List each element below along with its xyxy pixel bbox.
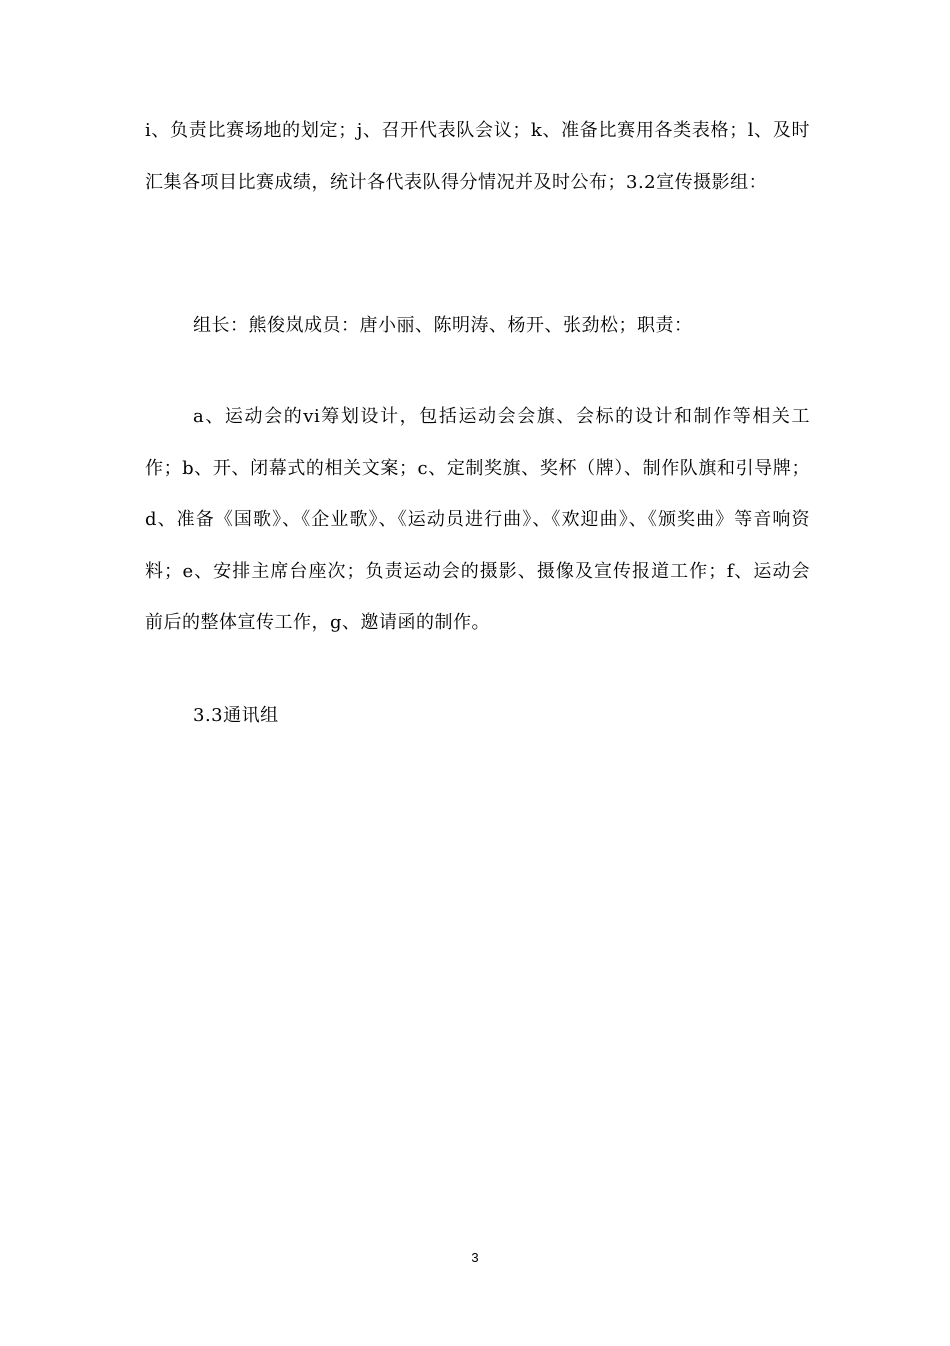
paragraph-competition-duties: i、负责比赛场地的划定；j、召开代表队会议；k、准备比赛用各类表格；l、及时汇集各项目比赛成绩，统计各代表队得分情况并及时公布；3.2宣传摄影组： xyxy=(145,120,810,193)
section-heading-communications: 3.3通讯组 xyxy=(193,705,279,726)
paragraph-publicity-team-members: 组长：熊俊岚成员：唐小丽、陈明涛、杨开、张劲松；职责： xyxy=(193,315,693,336)
page-number: 3 xyxy=(471,1250,479,1265)
paragraph-publicity-duties: a、运动会的vi筹划设计，包括运动会会旗、会标的设计和制作等相关工作；b、开、闭幕式的相关文案；c、定制奖旗、奖杯（牌）、制作队旗和引导牌；d、准备《国歌》、《企业歌》、《运动员进行曲》、《欢迎曲》、《颁奖曲》等音响资料；e、安排主席台座次；负责运动会的摄影、摄像及宣传报道工作；f、运动会前后的整体宣传工作，g、邀请函的制作。 xyxy=(145,406,810,633)
